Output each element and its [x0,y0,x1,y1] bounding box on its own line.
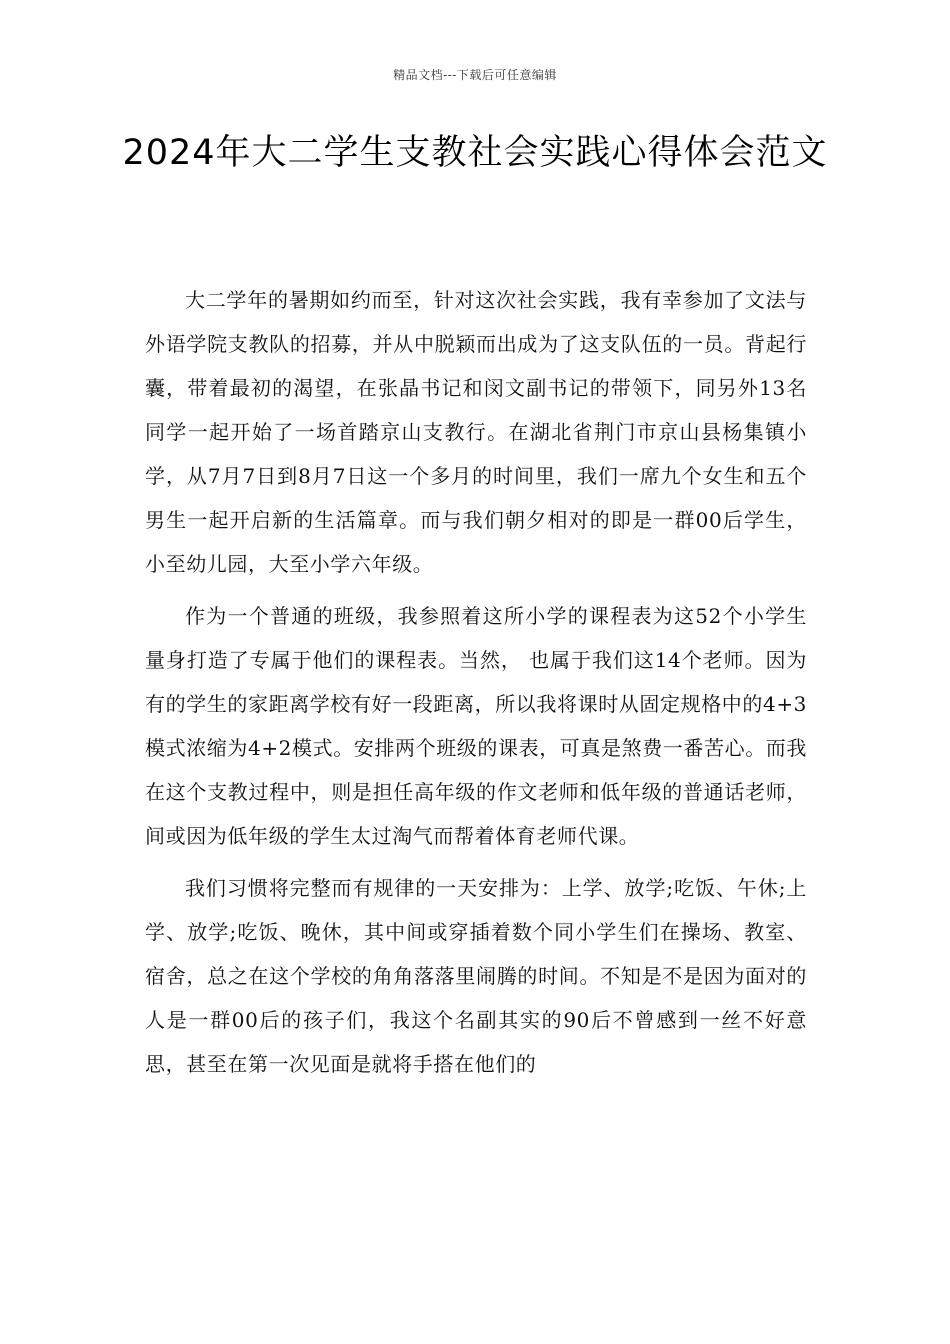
body-paragraph-3: 我们习惯将完整而有规律的一天安排为：上学、放学;吃饭、午休;上学、放学;吃饭、晚休，其中间或穿插着数个同小学生们在操场、教室、宿舍，总之在这个学校的角角落落里闹腾的时间。不知是不是因为面对的人是一群00后的孩子们，我这个名副其实的90后不曾感到一丝不好意思，甚至在第一次见面是就将手搭在他们的 [145,876,807,1076]
document-body [145,278,807,1094]
body-paragraph-1: 大二学年的暑期如约而至，针对这次社会实践，我有幸参加了文法与外语学院支教队的招募，并从中脱颖而出成为了这支队伍的一员。背起行囊，带着最初的渴望，在张晶书记和闵文副书记的带领下，同另外13名同学一起开始了一场首踏京山支教行。在湖北省荆门市京山县杨集镇小学，从7月7日到8月7日这一个多月的时间里，我们一席九个女生和五个男生一起开启新的生活篇章。而与我们朝夕相对的即是一群00后学生，小至幼儿园，大至小学六年级。 [145,288,807,576]
document-title: 2024年大二学生支教社会实践心得体会范文 [122,133,828,173]
page-header-note: 精品文档---下载后可任意编辑 [393,68,557,82]
body-paragraph-2: 作为一个普通的班级，我参照着这所小学的课程表为这52个小学生量身打造了专属于他们的课程表。当然， 也属于我们这14个老师。因为有的学生的家距离学校有好一段距离，所以我将课时从固定规格中的4+3模式浓缩为4+2模式。安排两个班级的课表，可真是煞费一番苦心。而我在这个支教过程中，则是担任高年级的作文老师和低年级的普通话老师，间或因为低年级的学生太过淘气而帮着体育老师代课。 [145,604,808,848]
